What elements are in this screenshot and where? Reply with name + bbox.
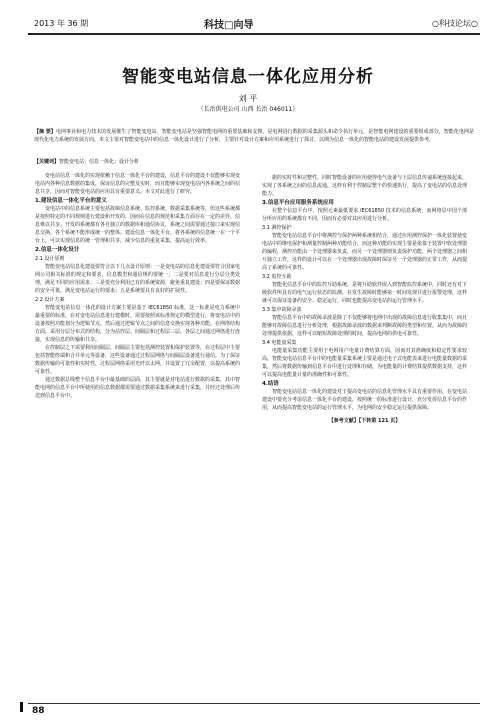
section-heading-1: 1.建设信息一体化平台的意义 xyxy=(35,198,107,204)
paragraph: 通过数据总线整个信息平台中最基础的层面，其主要就是对电站进行数据的采集，其中智能电网的信息平台中所使用的信息数据都需要通过数据采集系统来进行采集，并经过处理后传送到信息平台中。 xyxy=(35,377,241,399)
paragraph: 智能变电站信息一体化的设计方案主要是基于 IEC61850 标准，这一标准是电力系统中最重要的标准，在对变电站信息进行建模时，需要按照该标准规定的模型进行，将变电站中的设备按照功能划分为逻辑节点，然后通过逻辑节点之间的信息交换实现各种功能。在网络结构方面，采用分层分布式的结构，分为站控层、间隔层和过程层三层，各层之间通过网络进行连接，实现信息的传输和共享。 xyxy=(35,305,241,343)
subsection-heading-3-1: 3.1 测控保护 xyxy=(262,225,292,231)
paragraph: 智能化信息平台中的监控互助系统，是将互助软件嵌入到智能监控系统中，同时还有对下级软件所具有的电气运行状态的监测，在发生故障时能够第一时间发现并进行报警处理，这样就可以保证设备的安全、稳定运行，同时也能提高变电站的运行管理水平。 xyxy=(262,282,468,304)
paragraph: 智能变电站信息一体化的建设对于提高变电站的信息化管理水平具有重要作用，在变电站建设中要充分考虑信息一体化平台的建设，按照统一的标准进行设计，充分发挥信息平台的作用，从而提高智能变电站的运行管理水平，为电网的安全稳定运行提供保障。 xyxy=(262,389,468,411)
paragraph: 在控制层之下需要利用间隔层，间隔层主要包括测控装置和保护装置等，在过程层中主要包括智能终端和合并单元等设备，这些设备通过过程层网络与间隔层设备进行通信。为了保证数据传输的可靠性和实时性，过程层网络采用光纤以太网，并设置了冗余配置，以提高系统的可靠性。 xyxy=(35,345,241,375)
paragraph: 电能量采集功能主要用于电网用户电量计费结算方面，因而对其准确度和稳定性要求较高。智能变电站信息平台中的电能量采集系统主要是通过电子式电能表来进行电能量数据的采集，然后将数据传输到信息平台中进行处理和存储，为电能量的计费结算提供数据支持，这样可以提高电能量计量的准确性和可靠性。 xyxy=(262,348,468,378)
section-label: ○科技论坛○ xyxy=(432,19,478,28)
issue-label: 2013 年 36 期 xyxy=(34,19,89,28)
abstract xyxy=(34,128,474,144)
page-number: 88 xyxy=(32,706,45,716)
paragraph: 智能信息平台中的故障录波是除了不仅能够将电网中出现的故障信息进行收集集中，而且能够对故障信息进行分析处理，根据故障录波的数据来判断故障的类型和位置，从而为故障的处理提供依据，这样可以缩短故障处理的时间，提高电网的供电可靠性。 xyxy=(262,315,468,337)
section-heading-4: 4.结语 xyxy=(262,381,279,387)
paragraph: 据的实时性和完整性。同时智能设备的应用使得电气设备与上层信息传递系统连接起来，实现了各系统之间的信息流通，这样有利于控制层整个的快速执行，提高了变电站的信息处理能力。 xyxy=(262,175,468,197)
abstract-text: 电网事业和电力技术的发展催生了智能变电站，智能变电站是坚强智能电网的重要基础和支撑。是电网进行数据的采集源头和命令执行单元，是智能电网建设的重要组成部分，智能化电网是现代化电力系统的发展方向，本文主要对智能变电站中的信息一体化设计进行了分析，主要针对设计方案和应用系统进行了探讨，以期为信息一体化的智能电站的建设发展提供参考。 xyxy=(34,129,474,143)
right-column xyxy=(262,174,467,425)
keywords xyxy=(34,158,474,166)
references-label: 【参考文献】【下转第 121 页】 xyxy=(328,418,401,424)
keywords-text: 智能变电站；信息一体化；设计分析 xyxy=(59,159,140,165)
subsection-heading-2-2: 2.2 设计方案 xyxy=(35,297,65,303)
left-column xyxy=(35,172,240,400)
subsection-heading-2-1: 2.1 设计原则 xyxy=(35,256,65,262)
article-title: 智能变电站信息一体化应用分析 xyxy=(122,67,374,87)
page-header xyxy=(34,15,478,31)
section-heading-3: 3.信息平台应用服务系统应用 xyxy=(262,200,334,206)
abstract-label: 【摘 要】 xyxy=(34,129,56,135)
paragraph: 在整个信息平台中，按照元素最低要求 IEC61850 技术的信息系统，而网络层中国个部分所应用的系统都有不同，因而有必要对其应用进行分析。 xyxy=(262,208,467,222)
footer-rule xyxy=(28,703,480,704)
column-label: 科技□向导 xyxy=(204,20,254,31)
paragraph: 变电站中的信息系统主要包括故障信息系统、监控系统、数据采集系统等，但这些系统都是按照特定的不同规则进行建设和开发的，因而在信息的规范和采集方面存在一定的差异，信息难以共享。开发的系统都有各自独立的数据库和通信协议，系统之间需要通过接口来实现信息交换，各个系统不能形成统一的整体。建设信息一体化平台，将各系统的信息统一在一个平台上，可以实现信息的统一管理和共享，减少信息的重复采集，提高运行效率。 xyxy=(35,206,241,244)
paragraph: 智能变电站信息平台中将测控与保护两种系统相结合，通过应用测控保护一体化装置使变电站中的继电保护和测量控制两种功能结合，而这种功能的实现主要是依靠于装置中软处理器的编程，测控功能由一个处理器来负责，而另一个处理器则负责保护功能，两个处理器之间相互独立工作，这样的设计可以在一个处理器出现故障时保证另一个处理器的正常工作，从而提高了系统的可靠性。 xyxy=(262,233,468,271)
section-heading-2: 2.信息一体化设计 xyxy=(35,247,80,253)
intro-paragraph: 变电站信息一体化的实现依赖于信息一体化平台的建设，信息平台的建设不仅能够实现变电站内各种信息数据的集成，保证信息的完整及实时，而且能够实现变电站内各系统之间的信息共享，因而对智能变电站的应用具有重要意义。本文对此进行了研究。 xyxy=(35,173,241,195)
subsection-heading-3-2: 3.2 监控互助 xyxy=(262,274,292,280)
header-rule xyxy=(28,33,480,35)
subsection-heading-3-3: 3.3 集中故障录波 xyxy=(262,307,302,313)
keywords-label: 【关键词】 xyxy=(34,159,60,165)
author-name: 刘 平 xyxy=(238,94,258,103)
page-marker-bar xyxy=(20,702,23,712)
author-affiliation: （长治供电公司 山西 长治 046011） xyxy=(197,106,299,113)
paragraph: 智能变电站信息化建设要符合以下几点设计原则：一是变电站的信息化建设要符合国家电网公司相关标准的规定和要求，信息模型和通信规约要统一；二是要对信息进行分层分类处理，满足不同的应用需求；三是要充分利用已有的系统资源，避免重复建设；四是要保证数据的安全可靠，满足变电站运行的要求；五是系统要具有良好的扩展性。 xyxy=(35,264,241,294)
subsection-heading-3-4: 3.4 电能量采集 xyxy=(262,340,297,346)
